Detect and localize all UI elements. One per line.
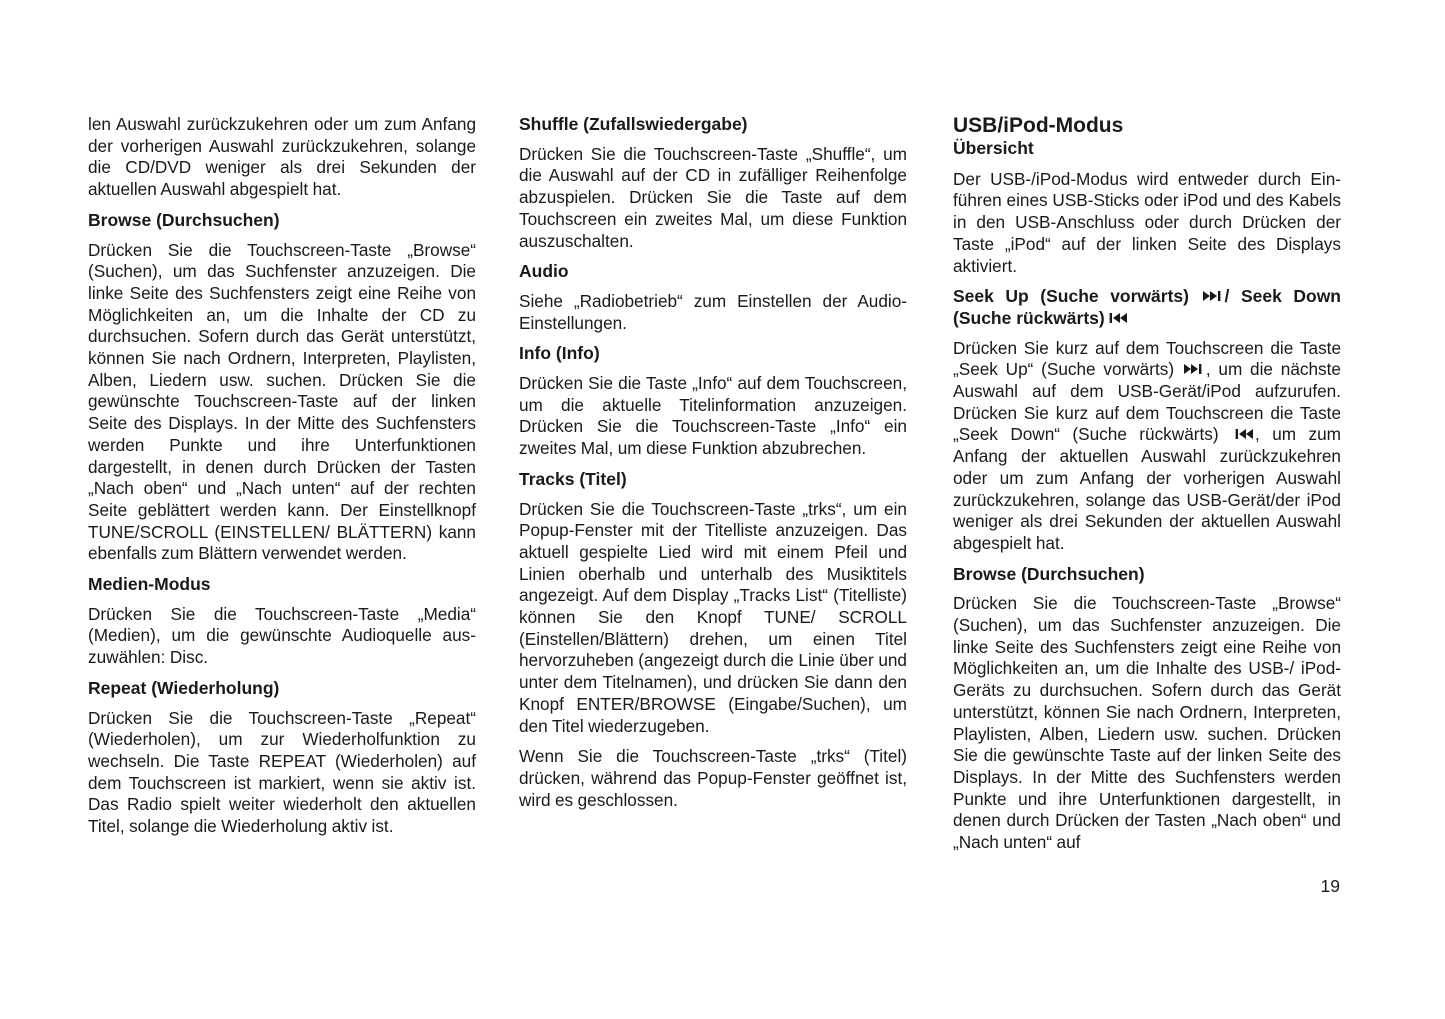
seek-up-icon <box>1184 364 1204 374</box>
paragraph-audio: Siehe „Radiobetrieb“ zum Einstellen der Audio-Einstellungen. <box>519 290 907 333</box>
heading-overview: Übersicht <box>953 138 1034 158</box>
paragraph-continued: len Auswahl zurückzukehren oder um zum Anfang der vorherigen Auswahl zurückzukehren, solange die CD/DVD weniger als drei Sekunden der aktuellen Auswahl abgespielt hat. <box>88 114 476 200</box>
page-number: 19 <box>1320 876 1340 896</box>
heading-tracks: Tracks (Titel) <box>519 468 627 489</box>
heading-seek-up-text: Seek Up (Suche vorwärts) <box>953 286 1189 307</box>
heading-repeat: Repeat (Wiederholung) <box>88 677 280 698</box>
paragraph-seek-part2: , um die nächste Auswahl auf dem USB-Gerät/iPod aufzurufen. Drücken Sie kurz auf dem Touchscreen die Taste „Seek Down“ (Suche rückwärts) <box>953 359 1341 445</box>
heading-shuffle: Shuffle (Zufallswiedergabe) <box>519 114 748 134</box>
paragraph-shuffle: Drücken Sie die Touchscreen-Taste „Shuffle“, um die Auswahl auf der CD in zufälliger Reihenfolge abzuspielen. Drücken Sie die Taste auf dem Touchscreen ein zweites Mal, um diese Funktion auszuschalten. <box>519 143 907 251</box>
heading-info: Info (Info) <box>519 343 600 364</box>
heading-browse: Browse (Durchsuchen) <box>88 209 280 230</box>
heading-audio: Audio <box>519 261 569 282</box>
paragraph-seek-part3: , um zum Anfang der aktuellen Auswahl zurückzukehren oder um zum Anfang der vorherigen Auswahl zurückzukehren, solange das USB-Gerät/der iPod weniger als drei Sekunden der aktuellen Auswahl abgespielt hat. <box>953 424 1341 553</box>
paragraph-media-mode: Drücken Sie die Touchscreen-Taste „Media“ (Medien), um die gewünschte Audioquelle auszuwählen: Disc. <box>88 603 476 668</box>
paragraph-tracks: Drücken Sie die Touchscreen-Taste „trks“, um ein Popup-Fenster mit der Titelliste anzuzeigen. Das aktuell gespielte Lied wird mit einem Pfeil und Linien oberhalb und unterhalb des Musiktitels angezeigt. Auf dem Display „Tracks List“ (Titelliste) können Sie den Knopf TUNE/ SCROLL (Einstellen/Blättern) drehen, um einen Titel hervorzuheben (angezeigt durch die Linie über und unter dem Titelnamen), und drücken Sie dann den Knopf ENTER/BROWSE (Eingabe/Suchen), um den Titel wiederzugeben. <box>519 498 907 736</box>
paragraph-seek <box>953 338 1341 555</box>
heading-browse-usb: Browse (Durchsuchen) <box>953 563 1145 584</box>
heading-media-mode: Medien-Modus <box>88 574 211 595</box>
heading-seek <box>953 286 1341 329</box>
paragraph-tracks-close: Wenn Sie die Touchscreen-Taste „trks“ (Titel) drücken, während das Popup-Fenster geöffnet ist, wird es geschlossen. <box>519 746 907 810</box>
column-right <box>953 114 1341 863</box>
column-middle <box>519 114 907 820</box>
seek-down-icon <box>1107 313 1127 323</box>
heading-seek-down-text: / Seek Down (Suche rückwärts) <box>953 286 1341 328</box>
paragraph-repeat: Drücken Sie die Touchscreen-Taste „Repeat“ (Wiederholen), um zur Wiederholfunktion zu wechseln. Die Taste REPEAT (Wiederholen) auf dem Touchscreen ist markiert, wenn sie aktiv ist. Das Radio spielt weiter wiederholt den aktuellen Titel, solange die Wiederholung aktiv ist. <box>88 707 476 837</box>
seek-up-icon <box>1203 291 1223 301</box>
paragraph-browse-usb: Drücken Sie die Touchscreen-Taste „Browse“ (Suchen), um das Suchfenster anzuzeigen. Die linke Seite des Suchfensters zeigt eine Reihe von Möglichkeiten an, um die Inhalte des USB-/ iPod-Geräts zu durchsuchen. Sofern durch das Gerät unterstützt, können Sie nach Ordnern, Interpreten, Playlisten, Alben, Liedern usw. suchen. Drücken Sie die gewünschte Taste auf der linken Seite des Displays. In der Mitte des Suchfensters werden Punkte und ihre Unterfunktionen dargestellt, in denen durch Drücken der Tasten „Nach oben“ und „Nach unten“ auf <box>953 593 1341 853</box>
column-left <box>88 114 476 847</box>
seek-down-icon <box>1233 429 1253 439</box>
paragraph-overview: Der USB-/iPod-Modus wird entweder durch Einführen eines USB-Sticks oder iPod und des Kabels in den USB-Anschluss oder durch Drücken der Taste „iPod“ auf der linken Seite des Displays aktiviert. <box>953 168 1341 276</box>
paragraph-browse: Drücken Sie die Touchscreen-Taste „Browse“ (Suchen), um das Suchfenster anzuzeigen. Die linke Seite des Suchfensters zeigt eine Reihe von Möglichkeiten an, um die Inhalte der CD zu durchsuchen. Sofern durch das Gerät unterstützt, können Sie nach Ordnern, Interpreten, Playlisten, Alben, Liedern usw. suchen. Drücken Sie die gewünschte Touchscreen-Taste auf der linken Seite des Displays. In der Mitte des Suchfensters werden Punkte und ihre Unterfunktionen dargestellt, in denen durch Drücken der Tasten „Nach oben“ und „Nach unten“ auf der rechten Seite geblättert werden kann. Der Einstellknopf TUNE/SCROLL (EINSTELLEN/ BLÄTTERN) kann ebenfalls zum Blättern verwendet werden. <box>88 239 476 564</box>
paragraph-seek-part1: Drücken Sie kurz auf dem Touchscreen die Taste „Seek Up“ (Suche vorwärts) <box>953 337 1341 380</box>
section-title: USB/iPod-Modus <box>953 114 1124 137</box>
paragraph-info: Drücken Sie die Taste „Info“ auf dem Touchscreen, um die aktuelle Titelinformation anzuzeigen. Drücken Sie die Touchscreen-Taste „Info“ ein zweites Mal, um diese Funktion abzubrechen. <box>519 373 907 459</box>
